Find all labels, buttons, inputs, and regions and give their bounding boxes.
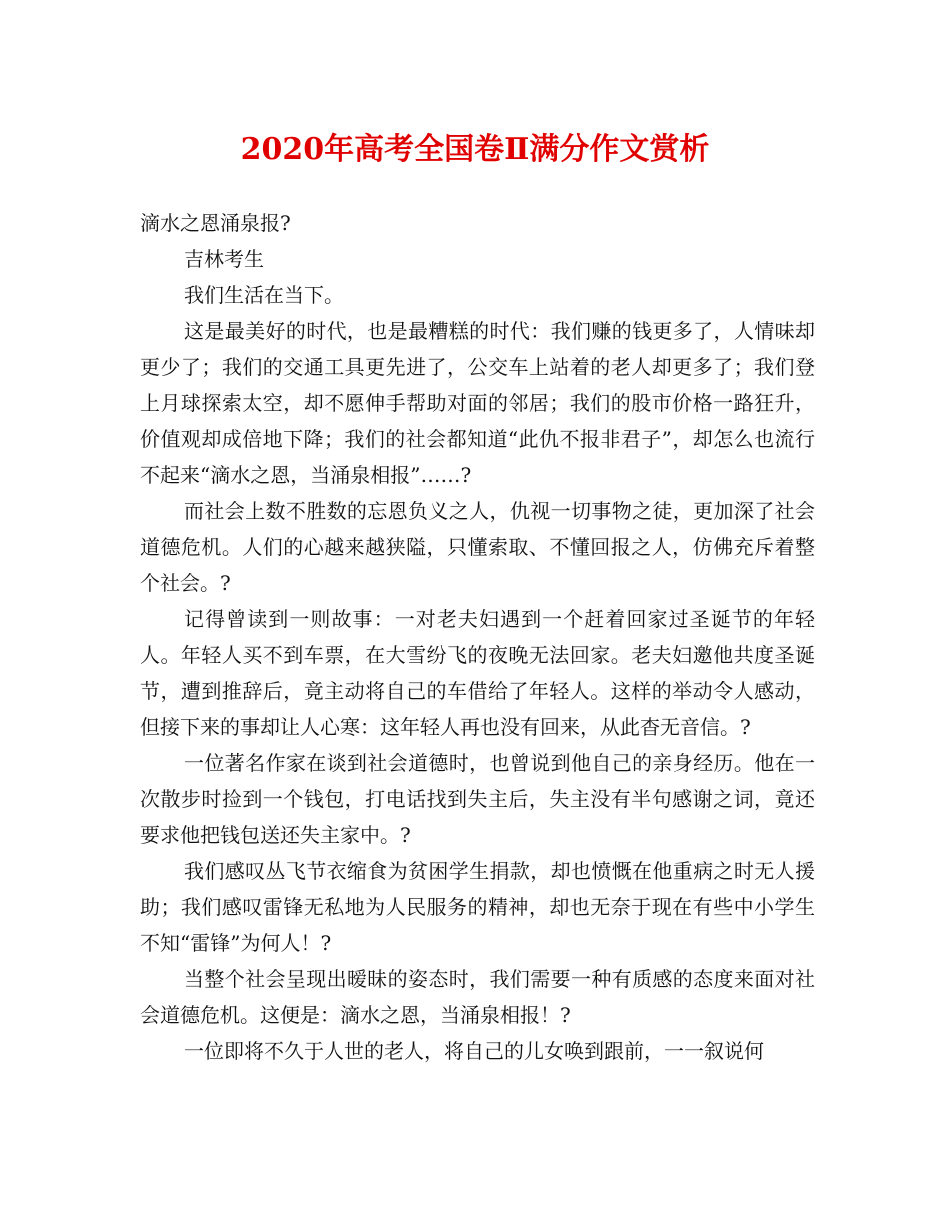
- document-title: 2020年高考全国卷Ⅱ满分作文赏析: [240, 132, 710, 167]
- paragraph: 一位即将不久于人世的老人，将自己的儿女唤到跟前，一一叙说何: [184, 1039, 764, 1063]
- paragraph: 一位著名作家在谈到社会道德时，也曾说到他自己的亲身经历。他在一次散步时捡到一个钱包，打电话找到失主后，失主没有半句感谢之词，竟还要求他把钱包送还失主家中。?: [140, 751, 815, 847]
- essay-author: 吉林考生: [184, 247, 264, 271]
- paragraph: 而社会上数不胜数的忘恩负义之人，仇视一切事物之徒，更加深了社会道德危机。人们的心越来越狭隘，只懂索取、不懂回报之人，仿佛充斥着整个社会。?: [140, 499, 815, 595]
- paragraph: 当整个社会呈现出暧昧的姿态时，我们需要一种有质感的态度来面对社会道德危机。这便是：滴水之恩，当涌泉相报！?: [140, 967, 815, 1027]
- paragraph: 这是最美好的时代，也是最糟糕的时代：我们赚的钱更多了，人情味却更少了；我们的交通工具更先进了，公交车上站着的老人却更多了；我们登上月球探索太空，却不愿伸手帮助对面的邻居；我们的股市价格一路狂升，价值观却成倍地下降；我们的社会都知道“此仇不报非君子”，却怎么也流行不起来“滴水之恩，当涌泉相报”……?: [140, 319, 815, 487]
- essay-body: [140, 205, 815, 1069]
- paragraph: 记得曾读到一则故事：一对老夫妇遇到一个赶着回家过圣诞节的年轻人。年轻人买不到车票，在大雪纷飞的夜晚无法回家。老夫妇邀他共度圣诞节，遭到推辞后，竟主动将自己的车借给了年轻人。这样的举动令人感动，但接下来的事却让人心寒：这年轻人再也没有回来，从此杳无音信。?: [140, 607, 815, 739]
- paragraph: 我们生活在当下。: [184, 283, 344, 307]
- essay-title: 滴水之恩涌泉报?: [140, 211, 291, 235]
- paragraph: 我们感叹丛飞节衣缩食为贫困学生捐款，却也愤慨在他重病之时无人援助；我们感叹雷锋无私地为人民服务的精神，却也无奈于现在有些中小学生不知“雷锋”为何人！?: [140, 859, 815, 955]
